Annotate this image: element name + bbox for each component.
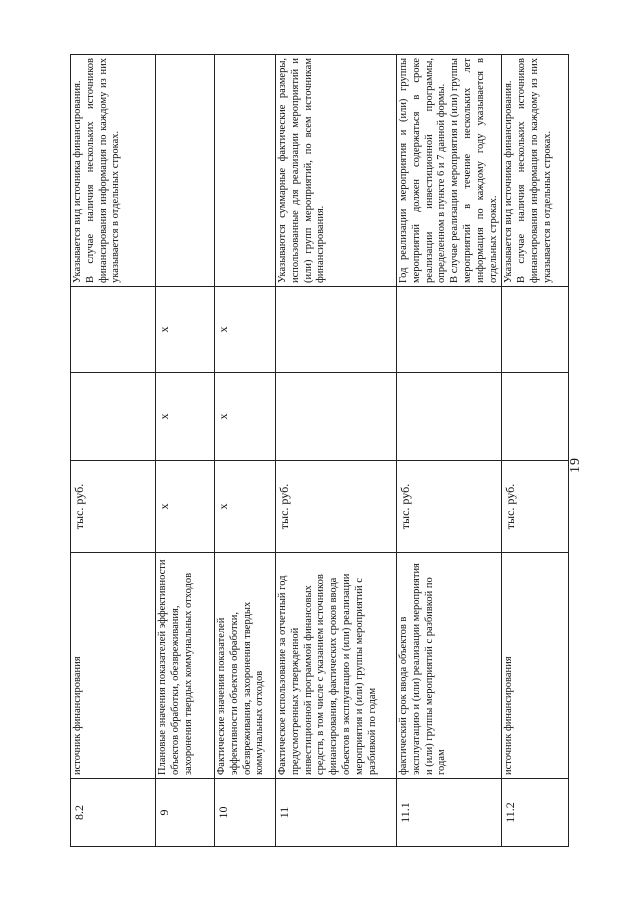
row-number: 10	[215, 779, 276, 847]
row-value-1: х	[215, 373, 276, 461]
row-description	[215, 55, 276, 287]
row-indicator-name: источник финансирования	[71, 553, 156, 779]
row-unit: тыс. руб.	[502, 461, 569, 553]
row-description-paragraph: В случае наличия нескольких источников финансирования информация по каждому из них указывается в отдельных строках.	[516, 58, 553, 283]
row-number: 11.1	[397, 779, 502, 847]
row-number: 11.2	[502, 779, 569, 847]
row-description-paragraph: В случае реализации мероприятия и (или) группы мероприятий в течение нескольких лет информация по каждому году указывается в отдельных строках.	[449, 58, 499, 283]
row-description-paragraph: Указывается вид источника финансирования.	[72, 80, 83, 283]
row-value-2	[397, 287, 502, 373]
row-value-1	[276, 373, 397, 461]
row-unit: х	[156, 461, 215, 553]
row-indicator-name: источник финансирования	[502, 553, 569, 779]
row-value-2: х	[156, 287, 215, 373]
row-unit: х	[215, 461, 276, 553]
row-indicator-name: Фактическое использование за отчетный год предусмотренных утвержденной инвестиционной программой финансовых средств, в том числе с указанием источников финансирования, фактических сроков ввода объектов в эксплуатацию и (или) реализации мероприятия и (или) группы мероприятий с разбивкой по годам	[276, 553, 397, 779]
row-indicator-name: Фактические значения показателей эффективности объектов обработки, обезвреживания, захоронения твердых коммунальных отходов	[215, 553, 276, 779]
row-value-1: х	[156, 373, 215, 461]
row-description	[276, 55, 397, 287]
page-number: 19	[568, 457, 583, 473]
row-unit: тыс. руб.	[397, 461, 502, 553]
row-indicator-name: фактический срок ввода объектов в эксплуатацию и (или) реализации мероприятия и (или) группы мероприятий с разбивкой по годам	[397, 553, 502, 779]
row-description-paragraph: Год реализации мероприятия и (или) группы мероприятий должен содержаться в сроке реализации инвестиционной программы, определенном в пункте 6 и 7 данной формы.	[398, 58, 448, 283]
row-unit: тыс. руб.	[71, 461, 156, 553]
table-row	[71, 55, 156, 847]
table-row	[156, 55, 215, 847]
row-value-1	[502, 373, 569, 461]
table-row	[397, 55, 502, 847]
row-description	[502, 55, 569, 287]
row-value-2	[276, 287, 397, 373]
table-row	[215, 55, 276, 847]
row-number: 8.2	[71, 779, 156, 847]
row-description-paragraph: В случае наличия нескольких источников финансирования информация по каждому из них указывается в отдельных строках.	[84, 58, 122, 283]
row-unit: тыс. руб.	[276, 461, 397, 553]
row-value-2: х	[215, 287, 276, 373]
row-description	[71, 55, 156, 287]
row-description	[397, 55, 502, 287]
row-description-paragraph: Указывается вид источника финансирования.	[503, 80, 515, 283]
row-value-2	[502, 287, 569, 373]
row-indicator-name: Плановые значения показателей эффективности объектов обработки, обезвреживания, захоронения твердых коммунальных отходов	[156, 553, 215, 779]
table-row	[502, 55, 569, 847]
table-row	[276, 55, 397, 847]
row-value-1	[397, 373, 502, 461]
row-number: 9	[156, 779, 215, 847]
row-number: 11	[276, 779, 397, 847]
row-description	[156, 55, 215, 287]
row-value-1	[71, 373, 156, 461]
row-description-paragraph: Указываются суммарные фактические размеры, использованные для реализации мероприятий и (или) групп мероприятий, по всем источникам финансирования.	[277, 58, 327, 283]
form-table	[70, 54, 569, 847]
row-value-2	[71, 287, 156, 373]
